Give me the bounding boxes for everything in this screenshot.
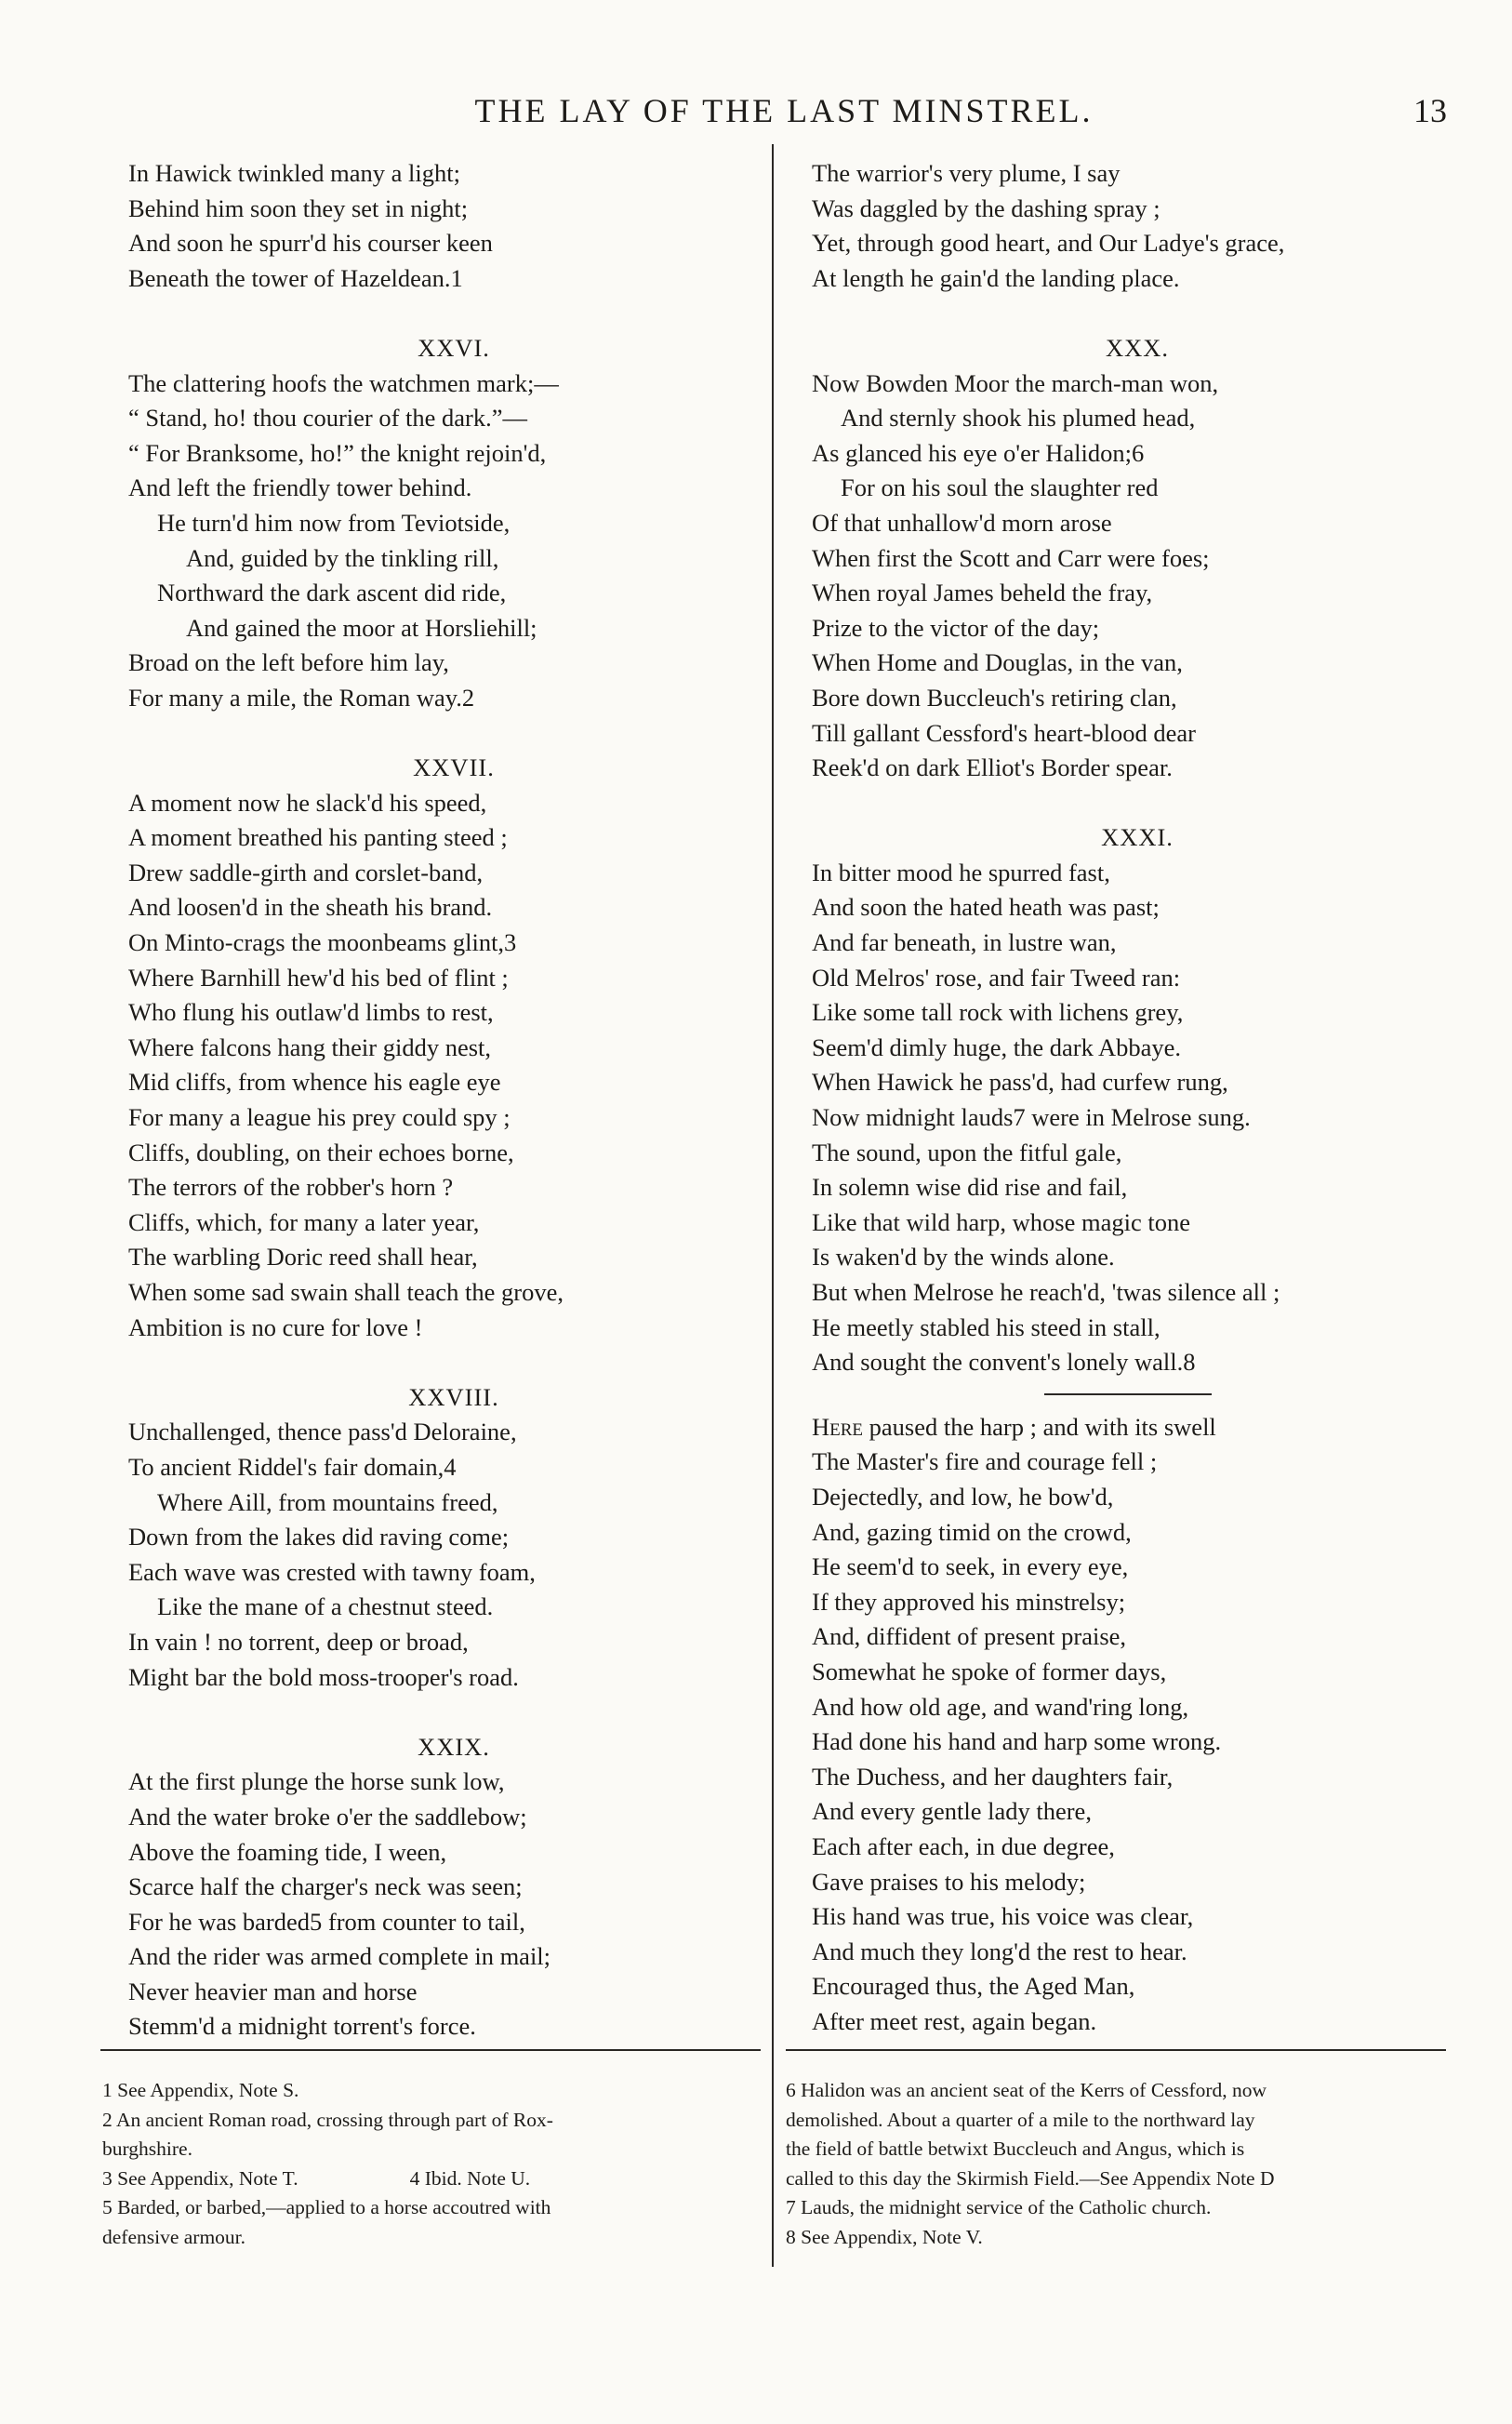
verse-line: Old Melros' rose, and fair Tweed ran:: [812, 963, 1181, 992]
verse-line: Who flung his outlaw'd limbs to rest,: [128, 998, 494, 1027]
stanza-heading: XXVIII.: [408, 1382, 499, 1411]
verse-line: Each after each, in due degree,: [812, 1831, 1115, 1860]
verse-line: Of that unhallow'd morn arose: [812, 508, 1112, 537]
verse-line: When Hawick he pass'd, had curfew rung,: [812, 1068, 1228, 1097]
verse-line: And gained the moor at Horsliehill;: [186, 613, 537, 642]
verse-line: At length he gain'd the landing place.: [812, 263, 1180, 292]
stanza-26: [128, 331, 779, 716]
verse-line: For many a league his prey could spy ;: [128, 1103, 511, 1132]
footnote-rule-left: [100, 2049, 761, 2051]
verse-line: And, diffident of present praise,: [812, 1622, 1127, 1651]
verse-line: Beneath the tower of Hazeldean.1: [128, 263, 463, 292]
verse-line: And sought the convent's lonely wall.8: [812, 1348, 1196, 1377]
verse-line: And every gentle lady there,: [812, 1797, 1092, 1826]
verse-line: When Home and Douglas, in the van,: [812, 648, 1183, 677]
stanza-heading: XXVI.: [418, 333, 490, 362]
stanza-heading: XXXI.: [1101, 823, 1174, 852]
verse-line: “ For Branksome, ho!” the knight rejoin'd,: [128, 438, 547, 467]
stanza-intro-right: [812, 156, 1463, 296]
verse-line: On Minto-crags the moonbeams glint,3: [128, 928, 517, 957]
verse-line: The warbling Doric reed shall hear,: [128, 1243, 478, 1272]
footnote: [102, 2164, 763, 2194]
verse-line: Behind him soon they set in night;: [128, 193, 469, 222]
footnote-4: 4 Ibid. Note U.: [409, 2166, 531, 2190]
verse-line: He seem'd to seek, in every eye,: [812, 1552, 1129, 1581]
verse-line: Where falcons hang their giddy nest,: [128, 1032, 492, 1061]
stanza-31: [812, 820, 1463, 1380]
verse-line: [812, 1410, 1463, 1445]
verse-line: In solemn wise did rise and fail,: [812, 1173, 1128, 1202]
verse-line: And how old age, and wand'ring long,: [812, 1692, 1189, 1721]
footnote: 6 Halidon was an ancient seat of the Kerrs of Cessford, now: [786, 2079, 1267, 2101]
stanza-heading: XXIX.: [418, 1732, 490, 1761]
verse-line: Scarce half the charger's neck was seen;: [128, 1872, 523, 1901]
verse-line: And the rider was armed complete in mail;: [128, 1942, 551, 1971]
verse-line: A moment breathed his panting steed ;: [128, 823, 508, 852]
page-number: 13: [1413, 92, 1447, 129]
verse-line: Gave praises to his melody;: [812, 1867, 1086, 1896]
footnote: 5 Barded, or barbed,—applied to a horse accoutred with: [102, 2196, 551, 2218]
verse-line: Reek'd on dark Elliot's Border spear.: [812, 753, 1173, 782]
verse-line: Dejectedly, and low, he bow'd,: [812, 1482, 1114, 1511]
footnote: burghshire.: [102, 2138, 192, 2160]
verse-line: Bore down Buccleuch's retiring clan,: [812, 683, 1177, 712]
verse-line: Cliffs, which, for many a later year,: [128, 1207, 480, 1236]
verse-line: At the first plunge the horse sunk low,: [128, 1767, 505, 1796]
verse-line: Where Aill, from mountains freed,: [157, 1487, 498, 1516]
footnote: defensive armour.: [102, 2225, 246, 2248]
stanza-intro-left: [128, 156, 779, 296]
verse-line: For many a mile, the Roman way.2: [128, 683, 475, 712]
stanza-27: [128, 751, 779, 1345]
verse-line: Where Barnhill hew'd his bed of flint ;: [128, 963, 509, 992]
stanza-29: [128, 1730, 779, 2044]
footnote: 7 Lauds, the midnight service of the Catholic church.: [786, 2196, 1212, 2218]
verse-line: Broad on the left before him lay,: [128, 648, 449, 677]
verse-line: Somewhat he spoke of former days,: [812, 1657, 1167, 1685]
footnote: 8 See Appendix, Note V.: [786, 2225, 983, 2248]
verse-line: In Hawick twinkled many a light;: [128, 159, 460, 187]
verse-line: When some sad swain shall teach the grove,: [128, 1278, 564, 1306]
verse-line: And, gazing timid on the crowd,: [812, 1517, 1132, 1546]
verse-line: And far beneath, in lustre wan,: [812, 928, 1117, 957]
verse-line: When first the Scott and Carr were foes;: [812, 543, 1210, 572]
footnotes-left: [102, 2076, 763, 2252]
verse-line: To ancient Riddel's fair domain,4: [128, 1452, 457, 1481]
verse-line: Like that wild harp, whose magic tone: [812, 1207, 1190, 1236]
verse-line: And, guided by the tinkling rill,: [186, 543, 499, 572]
stanza-30: [812, 331, 1463, 786]
verse-line: His hand was true, his voice was clear,: [812, 1902, 1194, 1931]
verse-line: Till gallant Cessford's heart-blood dear: [812, 718, 1197, 747]
footnote: 1 See Appendix, Note S.: [102, 2079, 299, 2101]
left-column: [128, 156, 779, 2044]
verse-line: Drew saddle-girth and corslet-band,: [128, 858, 484, 886]
verse-line: The warrior's very plume, I say: [812, 159, 1121, 187]
verse-line: After meet rest, again began.: [812, 2006, 1097, 2035]
verse-line-rest: paused the harp ; and with its swell: [863, 1412, 1216, 1441]
verse-line: Unchallenged, thence pass'd Deloraine,: [128, 1418, 517, 1446]
footnote: demolished. About a quarter of a mile to the northward lay: [786, 2108, 1255, 2131]
verse-line: For he was barded5 from counter to tail,: [128, 1907, 525, 1936]
verse-line: Might bar the bold moss-trooper's road.: [128, 1662, 519, 1691]
footnotes-right: [786, 2076, 1451, 2252]
verse-line: “ Stand, ho! thou courier of the dark.”—: [128, 404, 528, 433]
stanza-heading: XXVII.: [413, 753, 495, 782]
section-rule: [1044, 1393, 1212, 1395]
verse-line: The terrors of the robber's horn ?: [128, 1173, 454, 1202]
minstrel-interlude: [812, 1410, 1463, 2040]
verse-line: The Duchess, and her daughters fair,: [812, 1762, 1174, 1791]
verse-line: And the water broke o'er the saddlebow;: [128, 1802, 527, 1831]
verse-line: Like the mane of a chestnut steed.: [157, 1592, 494, 1621]
verse-line: If they approved his minstrelsy;: [812, 1587, 1126, 1616]
verse-line: The Master's fire and courage fell ;: [812, 1447, 1158, 1476]
footnote: the field of battle betwixt Buccleuch and Angus, which is: [786, 2138, 1245, 2160]
verse-line: The clattering hoofs the watchmen mark;—: [128, 368, 559, 397]
verse-line: As glanced his eye o'er Halidon;6: [812, 438, 1145, 467]
verse-line: Down from the lakes did raving come;: [128, 1523, 510, 1552]
verse-line: Above the foaming tide, I ween,: [128, 1837, 447, 1866]
verse-line: And much they long'd the rest to hear.: [812, 1937, 1187, 1965]
footnote-3: 3 See Appendix, Note T.: [102, 2166, 298, 2190]
verse-line: And sternly shook his plumed head,: [841, 404, 1196, 433]
verse-line: Now Bowden Moor the march-man won,: [812, 368, 1219, 397]
verse-line: And soon the hated heath was past;: [812, 893, 1160, 922]
verse-line: Each wave was crested with tawny foam,: [128, 1557, 536, 1586]
verse-line: Encouraged thus, the Aged Man,: [812, 1972, 1135, 2001]
drop-word: Here: [812, 1412, 864, 1441]
verse-line: And left the friendly tower behind.: [128, 473, 472, 502]
verse-line: Is waken'd by the winds alone.: [812, 1243, 1115, 1272]
verse-line: Stemm'd a midnight torrent's force.: [128, 2012, 476, 2041]
verse-line: Mid cliffs, from whence his eagle eye: [128, 1068, 501, 1097]
verse-line: Like some tall rock with lichens grey,: [812, 998, 1184, 1027]
verse-line: He turn'd him now from Teviotside,: [157, 508, 511, 537]
verse-line: The sound, upon the fitful gale,: [812, 1138, 1122, 1166]
verse-line: And soon he spurr'd his courser keen: [128, 229, 493, 258]
verse-line: But when Melrose he reach'd, 'twas silence all ;: [812, 1278, 1280, 1306]
verse-line: When royal James beheld the fray,: [812, 579, 1153, 607]
verse-line: For on his soul the slaughter red: [841, 473, 1159, 502]
footnote-rule-right: [786, 2049, 1446, 2051]
stanza-heading: XXX.: [1105, 333, 1170, 362]
verse-line: He meetly stabled his steed in stall,: [812, 1312, 1161, 1341]
verse-line: Seem'd dimly huge, the dark Abbaye.: [812, 1032, 1182, 1061]
verse-line: Prize to the victor of the day;: [812, 613, 1100, 642]
footnote: 2 An ancient Roman road, crossing through part of Rox-: [102, 2108, 553, 2131]
right-column: [812, 156, 1463, 2039]
verse-line: Northward the dark ascent did ride,: [157, 579, 507, 607]
stanza-28: [128, 1380, 779, 1695]
verse-line: In vain ! no torrent, deep or broad,: [128, 1627, 469, 1656]
verse-line: Cliffs, doubling, on their echoes borne,: [128, 1138, 514, 1166]
verse-line: In bitter mood he spurred fast,: [812, 858, 1110, 886]
verse-line: Yet, through good heart, and Our Ladye's grace,: [812, 229, 1285, 258]
verse-line: Had done his hand and harp some wrong.: [812, 1727, 1222, 1756]
running-title: THE LAY OF THE LAST MINSTREL.: [474, 92, 1094, 129]
footnote: called to this day the Skirmish Field.—See Appendix Note D: [786, 2166, 1275, 2190]
verse-line: Was daggled by the dashing spray ;: [812, 193, 1161, 222]
running-header: [121, 91, 1447, 138]
verse-line: A moment now he slack'd his speed,: [128, 788, 487, 817]
verse-line: Now midnight lauds7 were in Melrose sung.: [812, 1103, 1251, 1132]
verse-line: Ambition is no cure for love !: [128, 1312, 423, 1341]
verse-line: Never heavier man and horse: [128, 1977, 418, 2005]
verse-line: And loosen'd in the sheath his brand.: [128, 893, 493, 922]
